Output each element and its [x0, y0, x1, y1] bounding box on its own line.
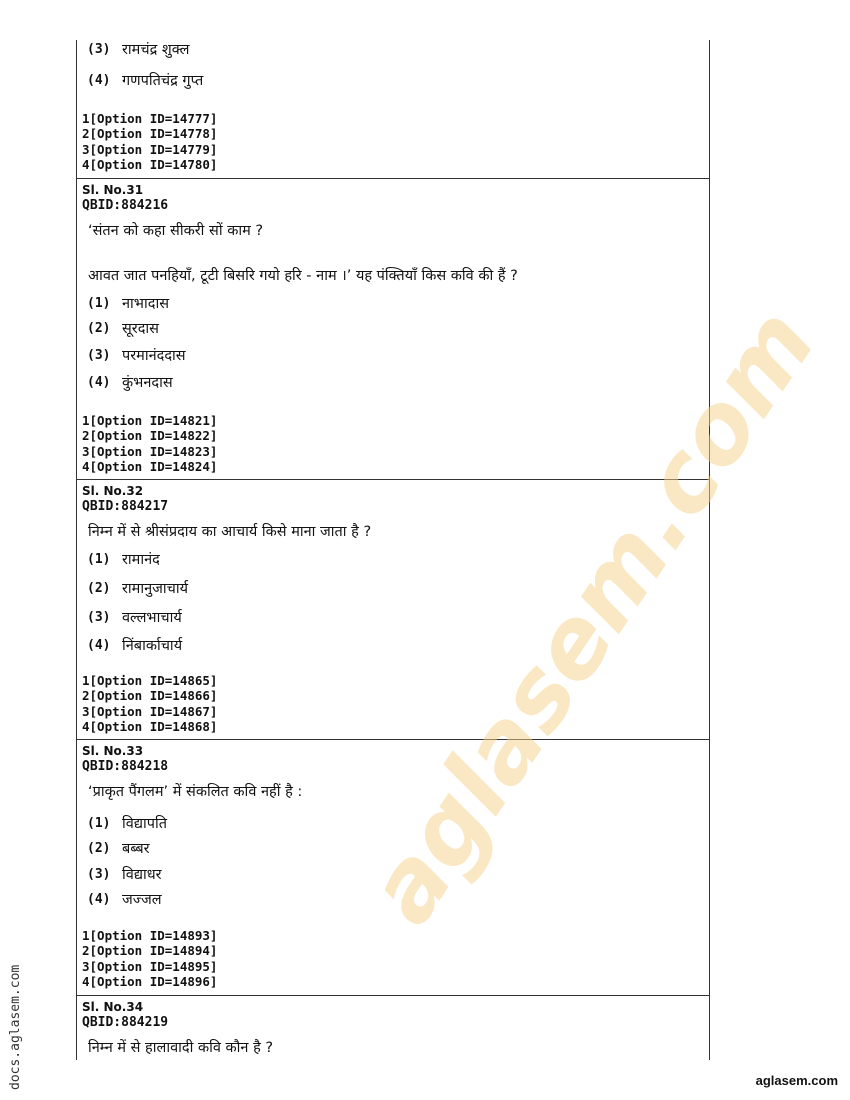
option-text: बब्बर: [122, 841, 150, 857]
side-url: docs.aglasem.com: [8, 964, 23, 1090]
option-text: नाभादास: [122, 296, 170, 312]
separator: [76, 178, 710, 179]
option-id: 3[Option ID=14779]: [82, 142, 218, 157]
qbid: QBID:884219: [82, 1015, 169, 1030]
option-id: 2[Option ID=14778]: [82, 126, 218, 141]
option-number: (2): [87, 841, 111, 856]
option-number: (1): [87, 816, 111, 831]
question-text: निम्न में से श्रीसंप्रदाय का आचार्य किसे माना जाता है ?: [88, 524, 372, 540]
separator: [76, 739, 710, 740]
separator: [76, 479, 710, 480]
option-id: 3[Option ID=14823]: [82, 444, 218, 459]
option-id: 4[Option ID=14824]: [82, 459, 218, 474]
option-id: 4[Option ID=14780]: [82, 157, 218, 172]
option-id: 4[Option ID=14896]: [82, 974, 218, 989]
option-number: (2): [87, 321, 111, 336]
separator: [76, 995, 710, 996]
question-text: ‘प्राकृत पैंगलम’ में संकलित कवि नहीं है :: [88, 784, 303, 800]
option-id: 2[Option ID=14822]: [82, 428, 218, 443]
option-text: वल्लभाचार्य: [122, 610, 182, 626]
option-number: (1): [87, 552, 111, 567]
option-number: (2): [87, 581, 111, 596]
qbid: QBID:884216: [82, 198, 169, 213]
option-id: 3[Option ID=14867]: [82, 704, 218, 719]
option-text: सूरदास: [122, 321, 159, 337]
option-number: (1): [87, 296, 111, 311]
watermark: aglasem.com: [345, 289, 838, 943]
option-text: विद्याधर: [122, 867, 162, 883]
serial-number: Sl. No.32: [82, 484, 144, 498]
option-number: (4): [87, 638, 111, 653]
option-number: (3): [87, 42, 111, 57]
serial-number: Sl. No.31: [82, 183, 144, 197]
option-id: 2[Option ID=14866]: [82, 688, 218, 703]
qbid: QBID:884217: [82, 499, 169, 514]
option-number: (4): [87, 73, 111, 88]
question-text: आवत जात पनहियाँ, टूटी बिसरि गयो हरि - नाम ।’ यह पंक्तियाँ किस कवि की हैं ?: [88, 268, 518, 284]
serial-number: Sl. No.34: [82, 1000, 144, 1014]
question-text: निम्न में से हालावादी कवि कौन है ?: [88, 1040, 274, 1056]
option-id: 4[Option ID=14868]: [82, 719, 218, 734]
option-id: 2[Option ID=14894]: [82, 943, 218, 958]
option-text: रामानुजाचार्य: [122, 581, 189, 597]
qbid: QBID:884218: [82, 759, 169, 774]
option-text: कुंभनदास: [122, 375, 173, 391]
option-text: विद्यापति: [122, 816, 167, 832]
option-id: 1[Option ID=14893]: [82, 928, 218, 943]
option-text: जज्जल: [122, 892, 162, 908]
option-id: 1[Option ID=14777]: [82, 111, 218, 126]
option-text: रामचंद्र शुक्ल: [122, 42, 190, 58]
serial-number: Sl. No.33: [82, 744, 144, 758]
option-number: (3): [87, 348, 111, 363]
option-text: गणपतिचंद्र गुप्त: [122, 73, 204, 89]
option-text: निंबार्काचार्य: [122, 638, 183, 654]
question-frame: [76, 40, 710, 1060]
option-id: 1[Option ID=14821]: [82, 413, 218, 428]
option-number: (4): [87, 892, 111, 907]
option-id: 1[Option ID=14865]: [82, 673, 218, 688]
option-number: (4): [87, 375, 111, 390]
option-text: रामानंद: [122, 552, 160, 568]
option-id: 3[Option ID=14895]: [82, 959, 218, 974]
option-number: (3): [87, 610, 111, 625]
question-text: ‘संतन को कहा सीकरी सों काम ?: [88, 223, 264, 239]
footer-brand: aglasem.com: [755, 1073, 838, 1088]
option-number: (3): [87, 867, 111, 882]
option-text: परमानंददास: [122, 348, 186, 364]
